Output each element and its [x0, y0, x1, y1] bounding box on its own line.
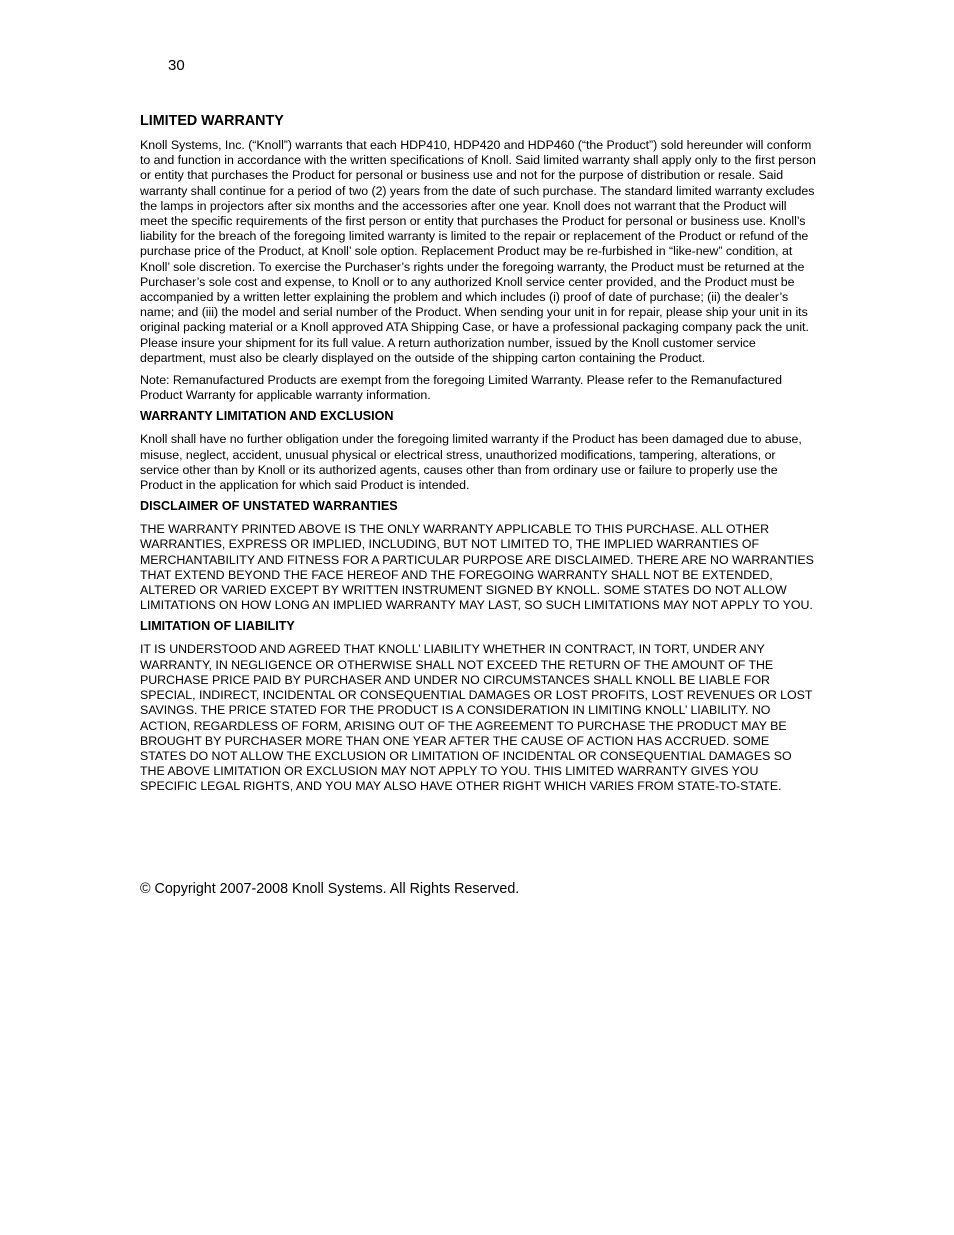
- page-number: 30: [168, 57, 185, 74]
- disclaimer-paragraph: THE WARRANTY PRINTED ABOVE IS THE ONLY WARRANTY APPLICABLE TO THIS PURCHASE. ALL OTHER WARRANTIES, EXPRESS OR IMPLIED, INCLUDING, BUT NOT LIMITED TO, THE IMPLIED WARRANTIES OF MERCHANTABILITY AND FITNESS FOR A PARTICULAR PURPOSE ARE DISCLAIMED. THERE ARE NO WARRANTIES THAT EXTEND BEYOND THE FACE HEREOF AND THE FOREGOING WARRANTY SHALL NOT BE EXTENDED, ALTERED OR VARIED EXCEPT BY WRITTEN INSTRUMENT SIGNED BY KNOLL. SOME STATES DO NOT ALLOW LIMITATIONS ON HOW LONG AN IMPLIED WARRANTY MAY LAST, SO SUCH LIMITATIONS MAY NOT APPLY TO YOU.: [140, 522, 814, 613]
- warranty-limitation-heading: WARRANTY LIMITATION AND EXCLUSION: [140, 409, 394, 424]
- warranty-limitation-paragraph: Knoll shall have no further obligation under the foregoing limited warranty if the Product has been damaged due to abuse, misuse, neglect, accident, unusual physical or electrical stress, unauthorized modifications, tampering, alterations, or service other than by Knoll or its authorized agents, causes other than from ordinary use or failure to properly use the Product in the application for which said Product is intended.: [140, 432, 802, 493]
- liability-heading: LIMITATION OF LIABILITY: [140, 619, 295, 634]
- limited-warranty-heading: LIMITED WARRANTY: [140, 113, 284, 129]
- limited-warranty-paragraph: Knoll Systems, Inc. (“Knoll”) warrants that each HDP410, HDP420 and HDP460 (“the Product”) sold hereunder will conform to and function in accordance with the written specifications of Knoll. Said limited warranty shall apply only to the first person or entity that purchases the Product for personal or business use and not for the purpose of distribution or resale. Said warranty shall continue for a period of two (2) years from the date of such purchase. The standard limited warranty excludes the lamps in projectors after six months and the accessories after one year. Knoll does not warrant that the Product will meet the specific requirements of the first person or entity that purchases the Product for personal or business use. Knoll’s liability for the breach of the foregoing limited warranty is limited to the repair or replacement of the Product or refund of the purchase price of the Product, at Knoll’ sole option. Replacement Product may be re-furbished in “like-new” condition, at Knoll’ sole discretion. To exercise the Purchaser’s rights under the foregoing warranty, the Product must be returned at the Purchaser’s sole cost and expense, to Knoll or to any authorized Knoll service center provided, and the Product must be accompanied by a written letter explaining the problem and which includes (i) proof of date of purchase; (ii) the dealer’s name; and (iii) the model and serial number of the Product. When sending your unit in for repair, please ship your unit in its original packing material or a Knoll approved ATA Shipping Case, or have a professional packaging company pack the unit. Please insure your shipment for its full value. A return authorization number, issued by the Knoll customer service department, must also be clearly displayed on the outside of the shipping carton containing the Product.: [140, 138, 816, 365]
- disclaimer-heading: DISCLAIMER OF UNSTATED WARRANTIES: [140, 499, 398, 514]
- warranty-content: [140, 112, 816, 802]
- copyright-notice: © Copyright 2007-2008 Knoll Systems. All Rights Reserved.: [140, 881, 520, 897]
- remanufactured-note: Note: Remanufactured Products are exempt from the foregoing Limited Warranty. Please refer to the Remanufactured Product Warranty for applicable warranty information.: [140, 373, 782, 403]
- liability-paragraph: IT IS UNDERSTOOD AND AGREED THAT KNOLL’ LIABILITY WHETHER IN CONTRACT, IN TORT, UNDER ANY WARRANTY, IN NEGLIGENCE OR OTHERWISE SHALL NOT EXCEED THE RETURN OF THE AMOUNT OF THE PURCHASE PRICE PAID BY PURCHASER AND UNDER NO CIRCUMSTANCES SHALL KNOLL BE LIABLE FOR SPECIAL, INDIRECT, INCIDENTAL OR CONSEQUENTIAL DAMAGES OR LOST PROFITS, LOST REVENUES OR LOST SAVINGS. THE PRICE STATED FOR THE PRODUCT IS A CONSIDERATION IN LIMITING KNOLL’ LIABILITY. NO ACTION, REGARDLESS OF FORM, ARISING OUT OF THE AGREEMENT TO PURCHASE THE PRODUCT MAY BE BROUGHT BY PURCHASER MORE THAN ONE YEAR AFTER THE CAUSE OF ACTION HAS ACCRUED. SOME STATES DO NOT ALLOW THE EXCLUSION OR LIMITATION OF INCIDENTAL OR CONSEQUENTIAL DAMAGES SO THE ABOVE LIMITATION OR EXCLUSION MAY NOT APPLY TO YOU. THIS LIMITED WARRANTY GIVES YOU SPECIFIC LEGAL RIGHTS, AND YOU MAY ALSO HAVE OTHER RIGHT WHICH VARIES FROM STATE-TO-STATE.: [140, 642, 813, 794]
